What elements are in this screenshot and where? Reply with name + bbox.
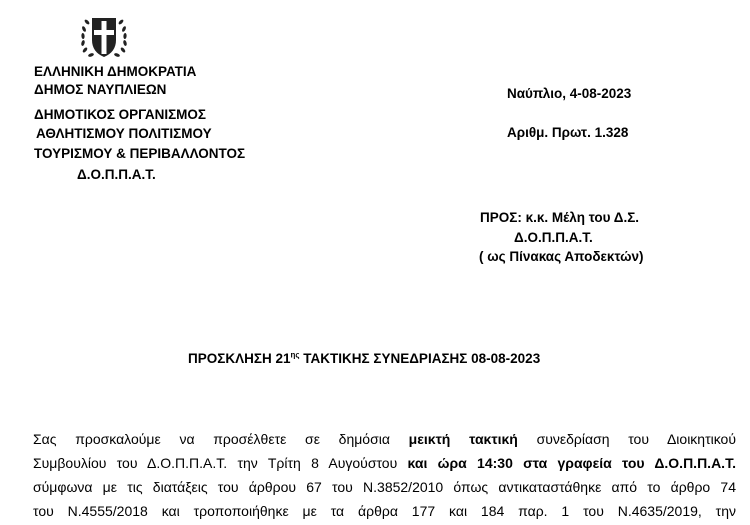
body-line-2 [33,454,736,472]
greek-coat-of-arms-icon [78,10,130,62]
subject-prefix: ΠΡΟΣΚΛΗΣΗ 21 [188,351,291,366]
issuer-line-5: ΤΟΥΡΙΣΜΟΥ & ΠΕΡΙΒΑΛΛΟΝΤΟΣ [34,146,246,161]
issuer-line-3: ΔΗΜΟΤΙΚΟΣ ΟΡΓΑΝΙΣΜΟΣ [34,107,207,122]
place-date: Ναύπλιο, 4-08-2023 [507,86,632,101]
body-line-2-bold: και ώρα 14:30 στα γραφεία του Δ.Ο.Π.Π.Α.Τ. [407,455,736,471]
body-line-1 [33,430,736,448]
recipients-line-2: Δ.Ο.Π.Π.Α.Τ. [514,230,593,245]
body-line-1-a: Σας προσκαλούμε να προσέλθετε σε δημόσια [33,431,409,447]
protocol-number: Αριθμ. Πρωτ. 1.328 [507,125,629,140]
issuer-line-6: Δ.Ο.Π.Π.Α.Τ. [77,167,156,182]
body-line-3: σύμφωνα με τις διατάξεις του άρθρου 67 του Ν.3852/2010 όπως αντικαταστάθηκε από το άρθρο 74 [33,479,736,495]
body-line-1-bold: μεικτή τακτική [408,431,518,447]
body-line-4: του Ν.4555/2018 και τροποποιήθηκε με τα άρθρα 177 και 184 παρ. 1 του Ν.4635/2019, την [33,503,736,519]
body-line-2-a: Συμβουλίου του Δ.Ο.Π.Π.Α.Τ. την Τρίτη 8 Αυγούστου [33,455,408,471]
body-line-1-c: συνεδρίαση του Διοικητικού [517,431,736,447]
subject-suffix: ΤΑΚΤΙΚΗΣ ΣΥΝΕΔΡΙΑΣΗΣ 08-08-2023 [299,351,541,366]
issuer-line-4: ΑΘΛΗΤΙΣΜΟΥ ΠΟΛΙΤΙΣΜΟΥ [36,126,212,141]
subject-ordinal-suffix: ης [290,350,300,360]
issuer-line-1: ΕΛΛΗΝΙΚΗ ΔΗΜΟΚΡΑΤΙΑ [34,64,197,79]
issuer-line-2: ΔΗΜΟΣ ΝΑΥΠΛΙΕΩΝ [34,82,167,97]
subject-title [188,350,540,368]
recipients-line-1: ΠΡΟΣ: κ.κ. Μέλη του Δ.Σ. [480,210,640,225]
recipients-line-3: ( ως Πίνακας Αποδεκτών) [479,249,644,264]
